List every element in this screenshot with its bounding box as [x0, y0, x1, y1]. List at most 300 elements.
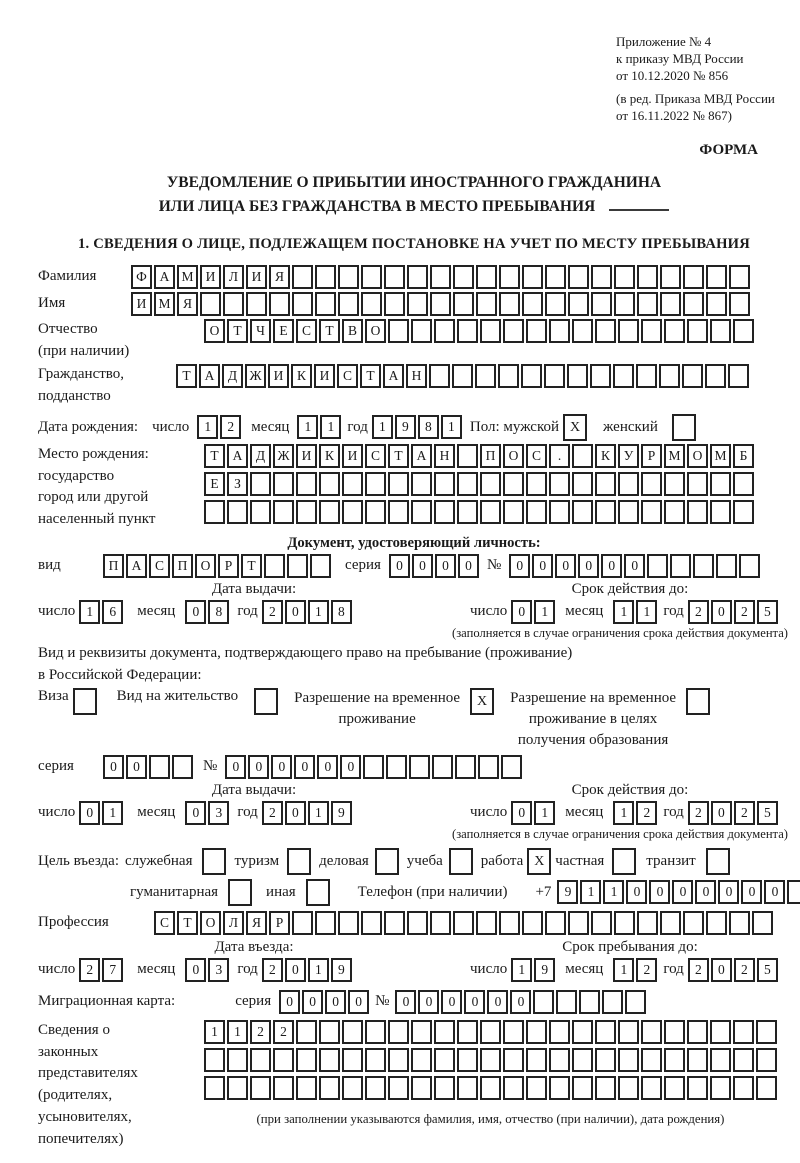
char-cell[interactable]	[429, 364, 450, 388]
char-cell[interactable]: 0	[711, 801, 732, 825]
char-cell[interactable]: М	[177, 265, 198, 289]
char-cell[interactable]	[572, 319, 593, 343]
char-cell[interactable]: С	[149, 554, 170, 578]
char-cell[interactable]: 2	[262, 600, 283, 624]
char-cell[interactable]	[319, 1020, 340, 1044]
char-cell[interactable]: 0	[302, 990, 323, 1014]
char-cell[interactable]	[625, 990, 646, 1014]
char-cell[interactable]	[756, 1076, 777, 1100]
char-cell[interactable]	[595, 1048, 616, 1072]
char-cell[interactable]	[476, 265, 497, 289]
char-cell[interactable]: 9	[557, 880, 578, 904]
char-cell[interactable]: 2	[734, 600, 755, 624]
char-cell[interactable]: 2	[688, 600, 709, 624]
char-cell[interactable]: 0	[464, 990, 485, 1014]
char-cell[interactable]	[641, 319, 662, 343]
char-cell[interactable]: Е	[204, 472, 225, 496]
char-cell[interactable]	[683, 265, 704, 289]
checkbox-temp-residence[interactable]: X	[470, 688, 494, 715]
char-cell[interactable]: 2	[250, 1020, 271, 1044]
char-cell[interactable]	[434, 1020, 455, 1044]
char-cell[interactable]	[733, 1048, 754, 1072]
char-cell[interactable]: Я	[246, 911, 267, 935]
char-cell[interactable]	[480, 1076, 501, 1100]
char-cell[interactable]	[476, 911, 497, 935]
char-cell[interactable]	[568, 292, 589, 316]
char-cell[interactable]	[687, 319, 708, 343]
char-cell[interactable]: 2	[688, 958, 709, 982]
char-cell[interactable]: 0	[317, 755, 338, 779]
char-cell[interactable]: 1	[603, 880, 624, 904]
char-cell[interactable]	[549, 1048, 570, 1072]
char-cell[interactable]	[660, 911, 681, 935]
char-cell[interactable]	[388, 1076, 409, 1100]
char-cell[interactable]	[386, 755, 407, 779]
char-cell[interactable]: А	[154, 265, 175, 289]
char-cell[interactable]	[503, 472, 524, 496]
char-cell[interactable]	[545, 911, 566, 935]
char-cell[interactable]: 0	[285, 958, 306, 982]
char-cell[interactable]: 2	[79, 958, 100, 982]
char-cell[interactable]: Л	[223, 265, 244, 289]
char-cell[interactable]: 0	[285, 600, 306, 624]
char-cell[interactable]	[756, 1020, 777, 1044]
char-cell[interactable]	[342, 472, 363, 496]
char-cell[interactable]: Ф	[131, 265, 152, 289]
char-cell[interactable]	[544, 364, 565, 388]
char-cell[interactable]	[480, 472, 501, 496]
char-cell[interactable]: 7	[102, 958, 123, 982]
char-cell[interactable]	[521, 364, 542, 388]
char-cell[interactable]: Е	[273, 319, 294, 343]
char-cell[interactable]	[475, 364, 496, 388]
char-cell[interactable]: 0	[624, 554, 645, 578]
char-cell[interactable]: Ч	[250, 319, 271, 343]
char-cell[interactable]	[296, 500, 317, 524]
char-cell[interactable]	[457, 500, 478, 524]
char-cell[interactable]: О	[200, 911, 221, 935]
char-cell[interactable]	[683, 292, 704, 316]
char-cell[interactable]: 0	[458, 554, 479, 578]
char-cell[interactable]	[522, 292, 543, 316]
char-cell[interactable]	[227, 1048, 248, 1072]
checkbox-temp-residence-education[interactable]	[686, 688, 710, 715]
char-cell[interactable]: Т	[204, 444, 225, 468]
char-cell[interactable]	[572, 1076, 593, 1100]
char-cell[interactable]: 1	[308, 600, 329, 624]
char-cell[interactable]	[660, 292, 681, 316]
char-cell[interactable]	[453, 292, 474, 316]
char-cell[interactable]: К	[291, 364, 312, 388]
char-cell[interactable]	[618, 500, 639, 524]
char-cell[interactable]: 1	[102, 801, 123, 825]
char-cell[interactable]	[296, 1048, 317, 1072]
char-cell[interactable]	[388, 319, 409, 343]
char-cell[interactable]	[526, 500, 547, 524]
char-cell[interactable]	[687, 500, 708, 524]
char-cell[interactable]	[434, 1048, 455, 1072]
char-cell[interactable]	[503, 1076, 524, 1100]
char-cell[interactable]	[545, 292, 566, 316]
char-cell[interactable]: 0	[279, 990, 300, 1014]
checkbox-purpose-work[interactable]: X	[527, 848, 551, 875]
char-cell[interactable]: П	[103, 554, 124, 578]
char-cell[interactable]: 0	[649, 880, 670, 904]
char-cell[interactable]	[342, 500, 363, 524]
char-cell[interactable]: И	[314, 364, 335, 388]
char-cell[interactable]	[602, 990, 623, 1014]
char-cell[interactable]	[716, 554, 737, 578]
char-cell[interactable]: А	[411, 444, 432, 468]
char-cell[interactable]: 0	[555, 554, 576, 578]
char-cell[interactable]: 0	[711, 600, 732, 624]
char-cell[interactable]	[595, 1020, 616, 1044]
char-cell[interactable]	[710, 1020, 731, 1044]
char-cell[interactable]	[310, 554, 331, 578]
char-cell[interactable]	[342, 1048, 363, 1072]
char-cell[interactable]	[595, 500, 616, 524]
char-cell[interactable]	[641, 1048, 662, 1072]
char-cell[interactable]	[572, 500, 593, 524]
char-cell[interactable]	[664, 1076, 685, 1100]
char-cell[interactable]	[503, 1020, 524, 1044]
char-cell[interactable]: Я	[269, 265, 290, 289]
char-cell[interactable]	[549, 472, 570, 496]
char-cell[interactable]: 0	[510, 990, 531, 1014]
char-cell[interactable]	[641, 500, 662, 524]
char-cell[interactable]	[457, 1020, 478, 1044]
char-cell[interactable]: Р	[269, 911, 290, 935]
char-cell[interactable]	[388, 472, 409, 496]
char-cell[interactable]	[250, 500, 271, 524]
char-cell[interactable]	[457, 1048, 478, 1072]
char-cell[interactable]: 0	[325, 990, 346, 1014]
char-cell[interactable]: Д	[250, 444, 271, 468]
char-cell[interactable]	[614, 292, 635, 316]
char-cell[interactable]: В	[342, 319, 363, 343]
char-cell[interactable]	[549, 500, 570, 524]
char-cell[interactable]	[273, 500, 294, 524]
char-cell[interactable]	[453, 911, 474, 935]
char-cell[interactable]: А	[199, 364, 220, 388]
char-cell[interactable]	[706, 911, 727, 935]
checkbox-visa[interactable]	[73, 688, 97, 715]
char-cell[interactable]	[595, 472, 616, 496]
char-cell[interactable]	[568, 911, 589, 935]
char-cell[interactable]: Л	[223, 911, 244, 935]
char-cell[interactable]	[338, 911, 359, 935]
char-cell[interactable]: 9	[331, 958, 352, 982]
char-cell[interactable]: 9	[331, 801, 352, 825]
char-cell[interactable]	[591, 292, 612, 316]
char-cell[interactable]	[411, 1076, 432, 1100]
checkbox-purpose-study[interactable]	[449, 848, 473, 875]
char-cell[interactable]	[407, 265, 428, 289]
char-cell[interactable]	[457, 444, 478, 468]
char-cell[interactable]	[729, 911, 750, 935]
char-cell[interactable]: 2	[262, 801, 283, 825]
char-cell[interactable]	[664, 472, 685, 496]
char-cell[interactable]	[384, 911, 405, 935]
char-cell[interactable]	[522, 265, 543, 289]
char-cell[interactable]: 1	[79, 600, 100, 624]
char-cell[interactable]	[455, 755, 476, 779]
char-cell[interactable]	[637, 292, 658, 316]
char-cell[interactable]	[476, 292, 497, 316]
char-cell[interactable]	[733, 1076, 754, 1100]
char-cell[interactable]	[733, 500, 754, 524]
char-cell[interactable]	[618, 1020, 639, 1044]
char-cell[interactable]	[361, 265, 382, 289]
char-cell[interactable]	[733, 319, 754, 343]
char-cell[interactable]	[430, 265, 451, 289]
char-cell[interactable]: 6	[102, 600, 123, 624]
char-cell[interactable]	[733, 472, 754, 496]
char-cell[interactable]	[480, 1020, 501, 1044]
char-cell[interactable]	[388, 1048, 409, 1072]
char-cell[interactable]: 1	[534, 801, 555, 825]
char-cell[interactable]	[660, 265, 681, 289]
char-cell[interactable]: 0	[103, 755, 124, 779]
char-cell[interactable]	[641, 1020, 662, 1044]
char-cell[interactable]: С	[365, 444, 386, 468]
char-cell[interactable]: 0	[601, 554, 622, 578]
char-cell[interactable]: 0	[626, 880, 647, 904]
char-cell[interactable]: 1	[613, 958, 634, 982]
char-cell[interactable]: С	[526, 444, 547, 468]
char-cell[interactable]	[384, 265, 405, 289]
char-cell[interactable]: 1	[204, 1020, 225, 1044]
char-cell[interactable]	[572, 1020, 593, 1044]
char-cell[interactable]: 1	[534, 600, 555, 624]
char-cell[interactable]: 2	[734, 958, 755, 982]
char-cell[interactable]: З	[227, 472, 248, 496]
checkbox-purpose-other[interactable]	[306, 879, 330, 906]
char-cell[interactable]	[618, 319, 639, 343]
char-cell[interactable]: 0	[718, 880, 739, 904]
char-cell[interactable]: Т	[388, 444, 409, 468]
char-cell[interactable]: 0	[285, 801, 306, 825]
char-cell[interactable]: 0	[412, 554, 433, 578]
char-cell[interactable]	[637, 911, 658, 935]
char-cell[interactable]: 1	[308, 958, 329, 982]
char-cell[interactable]: 0	[395, 990, 416, 1014]
char-cell[interactable]	[595, 319, 616, 343]
char-cell[interactable]: Т	[241, 554, 262, 578]
char-cell[interactable]	[549, 1020, 570, 1044]
char-cell[interactable]	[292, 265, 313, 289]
char-cell[interactable]: С	[337, 364, 358, 388]
char-cell[interactable]	[567, 364, 588, 388]
char-cell[interactable]	[545, 265, 566, 289]
char-cell[interactable]	[365, 1048, 386, 1072]
char-cell[interactable]	[687, 1048, 708, 1072]
char-cell[interactable]	[595, 1076, 616, 1100]
char-cell[interactable]: И	[131, 292, 152, 316]
char-cell[interactable]: О	[195, 554, 216, 578]
char-cell[interactable]	[227, 1076, 248, 1100]
char-cell[interactable]	[430, 292, 451, 316]
char-cell[interactable]: Т	[176, 364, 197, 388]
char-cell[interactable]: И	[268, 364, 289, 388]
char-cell[interactable]	[572, 472, 593, 496]
char-cell[interactable]	[710, 472, 731, 496]
char-cell[interactable]: Т	[177, 911, 198, 935]
char-cell[interactable]: 3	[208, 801, 229, 825]
char-cell[interactable]	[457, 1076, 478, 1100]
char-cell[interactable]	[683, 911, 704, 935]
char-cell[interactable]	[618, 1048, 639, 1072]
char-cell[interactable]	[636, 364, 657, 388]
char-cell[interactable]: А	[383, 364, 404, 388]
char-cell[interactable]	[457, 319, 478, 343]
char-cell[interactable]	[687, 472, 708, 496]
char-cell[interactable]	[480, 319, 501, 343]
char-cell[interactable]: 2	[262, 958, 283, 982]
char-cell[interactable]: 5	[757, 600, 778, 624]
char-cell[interactable]: 0	[418, 990, 439, 1014]
char-cell[interactable]: М	[154, 292, 175, 316]
checkbox-purpose-transit[interactable]	[706, 848, 730, 875]
char-cell[interactable]	[384, 292, 405, 316]
char-cell[interactable]: Я	[177, 292, 198, 316]
char-cell[interactable]	[361, 292, 382, 316]
char-cell[interactable]	[613, 364, 634, 388]
char-cell[interactable]: 1	[227, 1020, 248, 1044]
checkbox-purpose-official[interactable]	[202, 848, 226, 875]
char-cell[interactable]	[388, 500, 409, 524]
char-cell[interactable]: 0	[389, 554, 410, 578]
char-cell[interactable]: Т	[360, 364, 381, 388]
char-cell[interactable]: И	[246, 265, 267, 289]
char-cell[interactable]: 1	[511, 958, 532, 982]
char-cell[interactable]: 0	[711, 958, 732, 982]
char-cell[interactable]: П	[172, 554, 193, 578]
char-cell[interactable]	[388, 1020, 409, 1044]
char-cell[interactable]	[342, 1020, 363, 1044]
char-cell[interactable]	[411, 472, 432, 496]
char-cell[interactable]	[641, 472, 662, 496]
char-cell[interactable]: К	[319, 444, 340, 468]
char-cell[interactable]: 2	[273, 1020, 294, 1044]
char-cell[interactable]	[739, 554, 760, 578]
char-cell[interactable]	[526, 1076, 547, 1100]
char-cell[interactable]: 1	[580, 880, 601, 904]
char-cell[interactable]: 1	[320, 415, 341, 439]
char-cell[interactable]	[752, 911, 773, 935]
char-cell[interactable]	[453, 265, 474, 289]
char-cell[interactable]	[706, 292, 727, 316]
char-cell[interactable]	[434, 1076, 455, 1100]
checkbox-purpose-private[interactable]	[612, 848, 636, 875]
char-cell[interactable]	[434, 319, 455, 343]
char-cell[interactable]	[200, 292, 221, 316]
char-cell[interactable]: .	[549, 444, 570, 468]
char-cell[interactable]: 0	[185, 958, 206, 982]
char-cell[interactable]	[315, 292, 336, 316]
char-cell[interactable]	[618, 472, 639, 496]
char-cell[interactable]	[269, 292, 290, 316]
char-cell[interactable]: 0	[248, 755, 269, 779]
char-cell[interactable]: 9	[534, 958, 555, 982]
char-cell[interactable]: 0	[487, 990, 508, 1014]
char-cell[interactable]: С	[296, 319, 317, 343]
char-cell[interactable]: 2	[220, 415, 241, 439]
char-cell[interactable]	[710, 500, 731, 524]
char-cell[interactable]: 1	[441, 415, 462, 439]
char-cell[interactable]: 0	[511, 600, 532, 624]
char-cell[interactable]: А	[126, 554, 147, 578]
char-cell[interactable]	[733, 1020, 754, 1044]
checkbox-purpose-business[interactable]	[375, 848, 399, 875]
char-cell[interactable]	[498, 364, 519, 388]
char-cell[interactable]: Ж	[245, 364, 266, 388]
char-cell[interactable]	[687, 1020, 708, 1044]
char-cell[interactable]	[407, 292, 428, 316]
char-cell[interactable]	[670, 554, 691, 578]
char-cell[interactable]	[457, 472, 478, 496]
char-cell[interactable]: 0	[695, 880, 716, 904]
char-cell[interactable]: 8	[208, 600, 229, 624]
char-cell[interactable]	[549, 1076, 570, 1100]
char-cell[interactable]: Р	[641, 444, 662, 468]
char-cell[interactable]	[664, 1020, 685, 1044]
char-cell[interactable]	[430, 911, 451, 935]
char-cell[interactable]: И	[296, 444, 317, 468]
char-cell[interactable]: И	[342, 444, 363, 468]
char-cell[interactable]: 1	[613, 801, 634, 825]
char-cell[interactable]	[315, 265, 336, 289]
char-cell[interactable]	[363, 755, 384, 779]
char-cell[interactable]	[273, 472, 294, 496]
char-cell[interactable]: С	[154, 911, 175, 935]
char-cell[interactable]: 0	[509, 554, 530, 578]
char-cell[interactable]: О	[503, 444, 524, 468]
char-cell[interactable]: 0	[741, 880, 762, 904]
char-cell[interactable]	[250, 1076, 271, 1100]
char-cell[interactable]	[664, 319, 685, 343]
checkbox-residence-permit[interactable]	[254, 688, 278, 715]
char-cell[interactable]	[411, 500, 432, 524]
char-cell[interactable]: И	[200, 265, 221, 289]
char-cell[interactable]: 0	[340, 755, 361, 779]
char-cell[interactable]: 0	[294, 755, 315, 779]
char-cell[interactable]	[480, 1048, 501, 1072]
char-cell[interactable]: 0	[578, 554, 599, 578]
char-cell[interactable]: 1	[308, 801, 329, 825]
char-cell[interactable]: 0	[511, 801, 532, 825]
char-cell[interactable]: 0	[348, 990, 369, 1014]
checkbox-male[interactable]: X	[563, 414, 587, 441]
char-cell[interactable]	[687, 1076, 708, 1100]
char-cell[interactable]: 2	[636, 801, 657, 825]
char-cell[interactable]	[659, 364, 680, 388]
char-cell[interactable]: Н	[406, 364, 427, 388]
char-cell[interactable]	[503, 500, 524, 524]
char-cell[interactable]	[204, 1076, 225, 1100]
char-cell[interactable]	[706, 265, 727, 289]
char-cell[interactable]	[579, 990, 600, 1014]
char-cell[interactable]: А	[227, 444, 248, 468]
char-cell[interactable]: 0	[532, 554, 553, 578]
char-cell[interactable]	[710, 319, 731, 343]
char-cell[interactable]	[591, 265, 612, 289]
char-cell[interactable]: П	[480, 444, 501, 468]
char-cell[interactable]	[556, 990, 577, 1014]
char-cell[interactable]	[682, 364, 703, 388]
char-cell[interactable]	[503, 319, 524, 343]
char-cell[interactable]: Т	[319, 319, 340, 343]
